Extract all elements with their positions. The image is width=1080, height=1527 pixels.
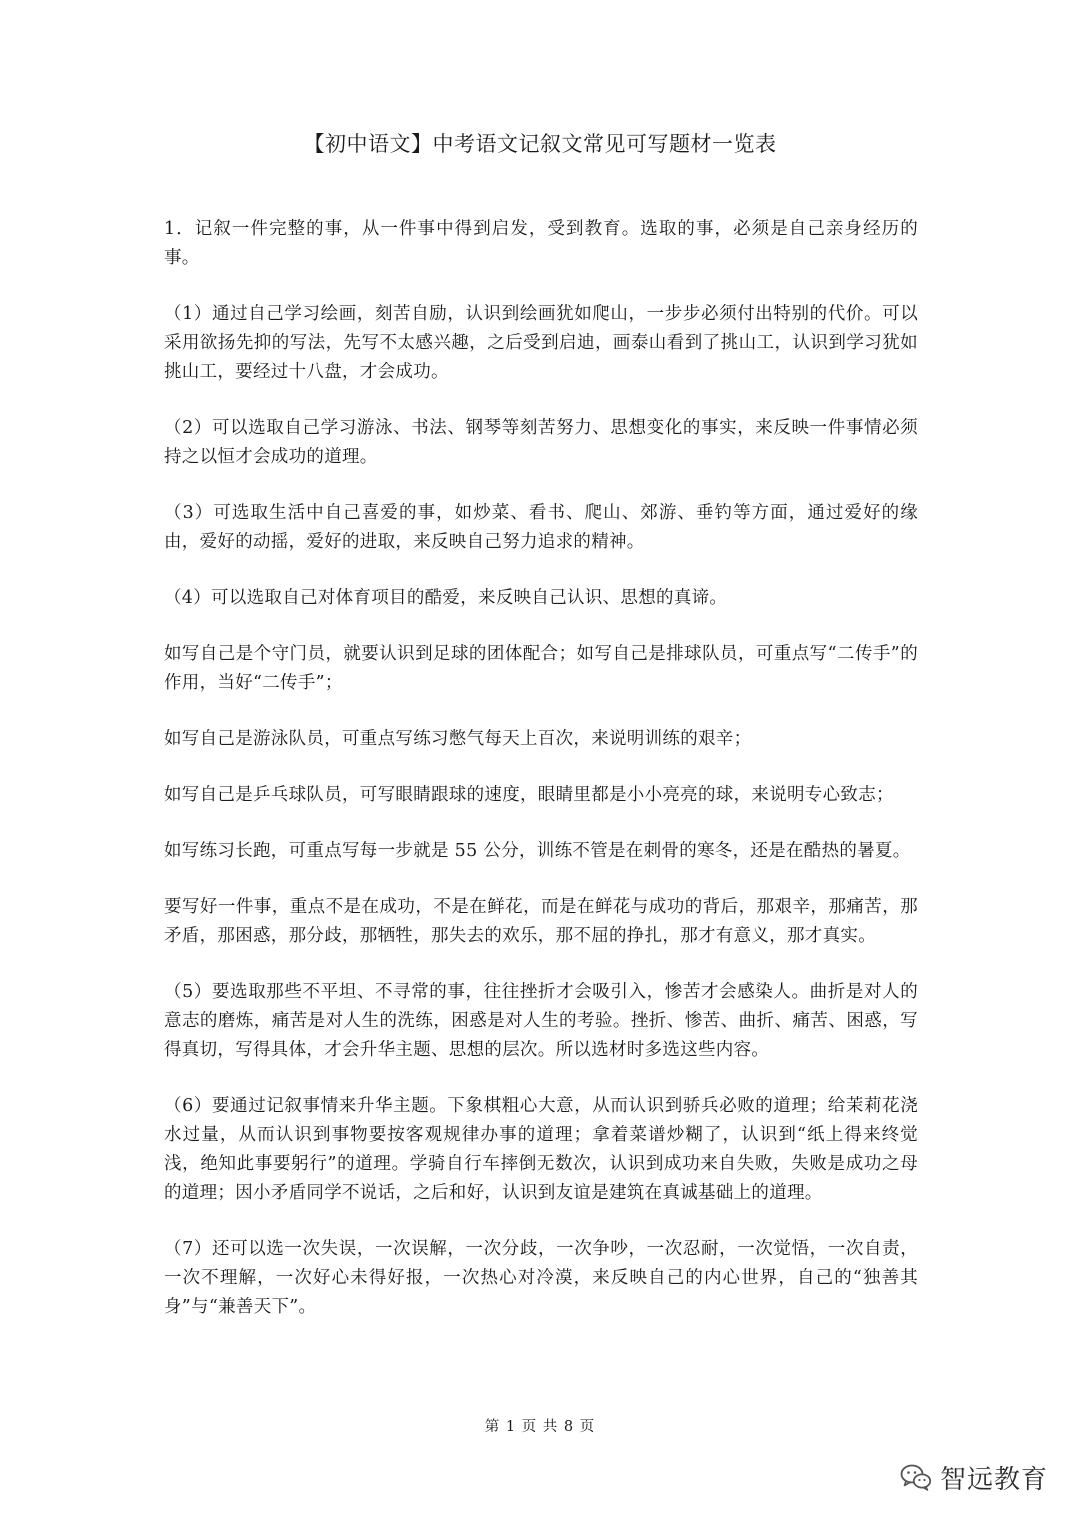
- watermark-text: 智远教育: [940, 1464, 1049, 1495]
- paragraph-1: 1．记叙一件完整的事，从一件事中得到启发，受到教育。选取的事，必须是自己亲身经历的事。: [164, 219, 918, 268]
- paragraph-9: 如写练习长跑，可重点写每一步就是 55 公分，训练不管是在刺骨的寒冬，还是在酷热的暑夏。: [164, 841, 911, 861]
- paragraph-2: （1）通过自己学习绘画，刻苦自励，认识到绘画犹如爬山，一步步必须付出特别的代价。可以采用欲扬先抑的写法，先写不太感兴趣，之后受到启迪，画泰山看到了挑山工，认识到学习犹如挑山工，要经过十八盘，才会成功。: [164, 304, 918, 382]
- paragraph-3: （2）可以选取自己学习游泳、书法、钢琴等刻苦努力、思想变化的事实，来反映一件事情必须持之以恒才会成功的道理。: [164, 418, 918, 467]
- paragraph-6: 如写自己是个守门员，就要认识到足球的团体配合；如写自己是排球队员，可重点写“二传手”的作用，当好“二传手”；: [164, 644, 918, 693]
- document-body: [164, 215, 918, 1349]
- paragraph-5: （4）可以选取自己对体育项目的酷爱，来反映自己认识、思想的真谛。: [164, 588, 728, 608]
- paragraph-13: （7）还可以选一次失误，一次误解，一次分歧，一次争吵，一次忍耐，一次觉悟，一次自责，一次不理解，一次好心未得好报，一次热心对冷漠，来反映自己的内心世界，自己的“独善其身”与“兼善天下”。: [164, 1239, 918, 1317]
- watermark: [900, 1457, 1048, 1497]
- page-number-footer: 第 1 页 共 8 页: [484, 1419, 596, 1435]
- paragraph-4: （3）可选取生活中自己喜爱的事，如炒菜、看书、爬山、郊游、垂钓等方面，通过爱好的缘由，爱好的动摇，爱好的进取，来反映自己努力追求的精神。: [164, 503, 918, 552]
- paragraph-7: 如写自己是游泳队员，可重点写练习憋气每天上百次，来说明训练的艰辛；: [164, 729, 752, 749]
- paragraph-10: 要写好一件事，重点不是在成功，不是在鲜花，而是在鲜花与成功的背后，那艰辛，那痛苦，那矛盾，那困惑，那分歧，那牺牲，那失去的欢乐，那不屈的挣扎，那才有意义，那才真实。: [164, 897, 918, 946]
- paragraph-12: （6）要通过记叙事情来升华主题。下象棋粗心大意，从而认识到骄兵必败的道理；给茉莉花浇水过量，从而认识到事物要按客观规律办事的道理；拿着菜谱炒糊了，认识到“纸上得来终觉浅，绝知此事要躬行”的道理。学骑自行车摔倒无数次，认识到成功来自失败，失败是成功之母的道理；因小矛盾同学不说话，之后和好，认识到友谊是建筑在真诚基础上的道理。: [164, 1096, 918, 1203]
- document-title: 【初中语文】中考语文记叙文常见可写题材一览表: [303, 132, 777, 156]
- paragraph-11: （5）要选取那些不平坦、不寻常的事，往往挫折才会吸引入，惨苦才会感染人。曲折是对人的意志的磨炼，痛苦是对人生的洗练，困惑是对人生的考验。挫折、惨苦、曲折、痛苦、困惑，写得真切，写得具体，才会升华主题、思想的层次。所以选材时多选这些内容。: [164, 982, 918, 1060]
- paragraph-8: 如写自己是乒乓球队员，可写眼睛跟球的速度，眼睛里都是小小亮亮的球，来说明专心致志；: [164, 785, 894, 805]
- wechat-icon: [900, 1463, 932, 1491]
